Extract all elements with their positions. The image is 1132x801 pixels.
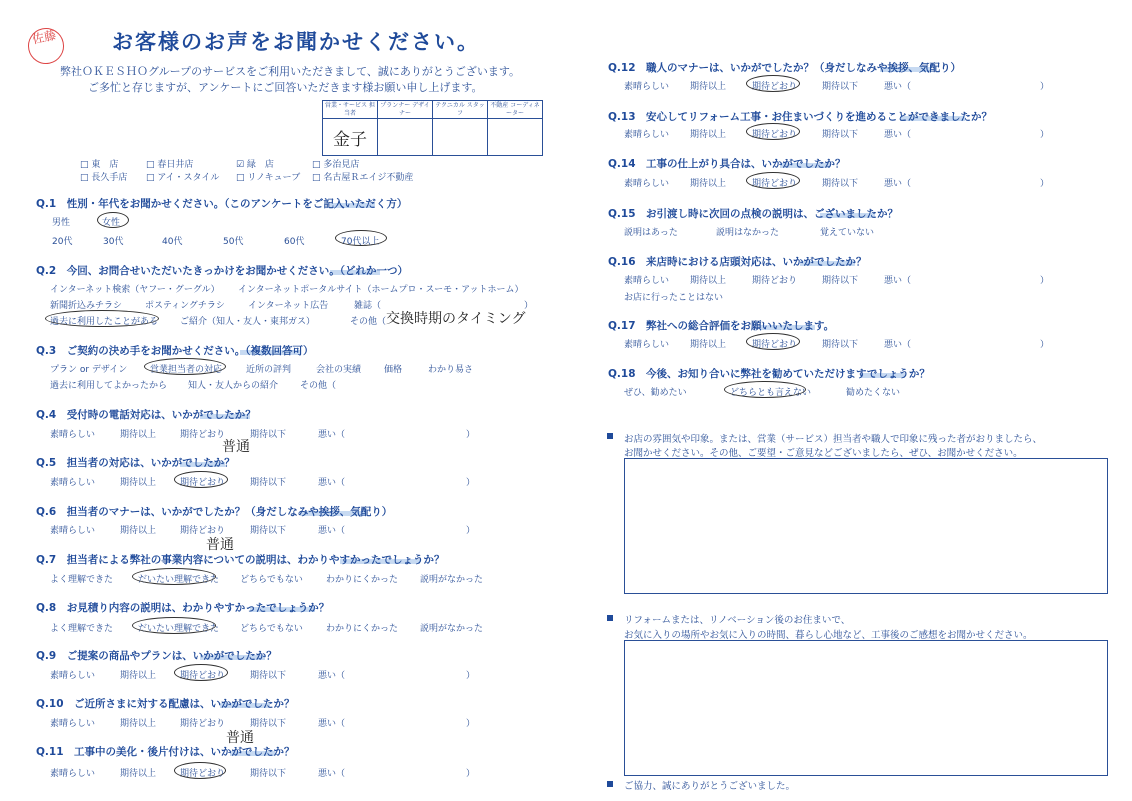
option[interactable]: よく理解できた [50, 624, 114, 634]
selection-circle [144, 358, 226, 375]
bracket: ） [466, 478, 476, 488]
option[interactable]: 期待以上 [120, 769, 157, 779]
selection-circle [132, 617, 216, 634]
question-1: Q.1 性別・年代をお聞かせください。（このアンケートをご記入いただく方） [36, 198, 408, 210]
option[interactable]: インターネットポータルサイト（ホームプロ・スーモ・アットホーム） [238, 285, 524, 295]
bracket: ） [1040, 82, 1050, 92]
option[interactable]: 期待以上 [690, 276, 727, 286]
option-selected[interactable]: 女性 [102, 218, 121, 228]
option[interactable]: 悪い（ [884, 276, 912, 286]
staff-table [322, 100, 543, 156]
option[interactable]: 期待以下 [822, 130, 859, 140]
option[interactable]: 素晴らしい [624, 179, 670, 189]
branch-checkbox[interactable]: □ リノキューブ [236, 173, 301, 183]
option[interactable]: よく理解できた [50, 575, 114, 585]
option[interactable]: 悪い（ [318, 671, 346, 681]
option[interactable]: 覚えていない [820, 228, 875, 238]
option[interactable]: 素晴らしい [624, 130, 670, 140]
selection-circle [724, 381, 806, 398]
option[interactable]: ポスティングチラシ [145, 301, 225, 311]
question-15: Q.15 お引渡し時に次回の点検の説明は、ございましたか？ [608, 208, 899, 220]
question-2: Q.2 今回、お問合せいただいたきっかけをお聞かせください。（どれか一つ） [36, 265, 408, 277]
branch-checkbox[interactable]: □ アイ・スタイル [146, 173, 220, 183]
option-selected[interactable]: どちらとも言えない [730, 388, 812, 398]
free-comment-prompt-2: お聞かせください。その他、ご要望・ご意見などございましたら、ぜひ、お聞かせください。 [624, 448, 1023, 459]
selection-circle [746, 123, 800, 140]
selection-circle [746, 333, 800, 350]
option-selected[interactable]: だいたい理解できた [138, 624, 220, 634]
option[interactable]: 期待以下 [250, 526, 287, 536]
option[interactable]: 期待以下 [250, 671, 287, 681]
branch-checkbox[interactable]: □ 東 店 [80, 160, 119, 170]
question-14: Q.14 工事の仕上がり具合は、いかがでしたか？ [608, 158, 846, 170]
option[interactable]: 期待以上 [690, 82, 727, 92]
selection-circle [45, 310, 159, 327]
bracket: ） [466, 430, 476, 440]
option-selected[interactable]: 期待どおり [180, 769, 226, 779]
option[interactable]: わかりにくかった [326, 624, 399, 634]
option-selected[interactable]: 期待どおり [180, 478, 226, 488]
option[interactable]: 期待以上 [690, 179, 727, 189]
page-title: お客様のお声をお聞かせください。 [112, 30, 480, 54]
option[interactable]: 期待以上 [120, 719, 157, 729]
question-18: Q.18 今後、お知り合いに弊社を勧めていただけますでしょうか？ [608, 368, 930, 380]
bracket: ） [466, 769, 476, 779]
option[interactable]: 素晴らしい [50, 671, 96, 681]
option[interactable]: 期待どおり [180, 719, 226, 729]
option[interactable]: 期待以上 [690, 340, 727, 350]
option[interactable]: どちらでもない [240, 575, 303, 585]
option[interactable]: お店に行ったことはない [624, 293, 724, 303]
option[interactable]: 悪い（ [318, 526, 346, 536]
option[interactable]: 悪い（ [318, 719, 346, 729]
question-17: Q.17 弊社への総合評価をお願いいたします。 [608, 320, 835, 332]
option[interactable]: 男性 [52, 218, 71, 228]
option-selected[interactable]: 営業担当者の対応 [150, 365, 223, 375]
option[interactable]: 説明はなかった [716, 228, 780, 238]
option[interactable]: 素晴らしい [50, 430, 96, 440]
handwritten-answer: 普通 [206, 537, 234, 553]
bullet-square-icon [607, 433, 613, 439]
option-other[interactable]: その他（ [350, 317, 387, 327]
question-6: Q.6 担当者のマナーは、いかがでしたか？（身だしなみや挨拶、気配り） [36, 506, 393, 518]
intro-line-1: 弊社ＯＫＥＳＨＯグループのサービスをご利用いただきまして、誠にありがとうございます。 [60, 65, 521, 78]
option[interactable]: 期待以下 [250, 430, 287, 440]
question-9: Q.9 ご提案の商品やプランは、いかがでしたか？ [36, 650, 277, 662]
question-7: Q.7 担当者による弊社の事業内容についての説明は、わかりやすかったでしょうか？ [36, 554, 445, 566]
option-selected[interactable]: 期待どおり [752, 82, 798, 92]
selection-circle [174, 471, 228, 488]
handwritten-answer: 交換時期のタイミング [386, 311, 526, 327]
option[interactable]: 60代 [284, 237, 305, 247]
bullet-square-icon [607, 615, 613, 621]
option[interactable]: 期待以上 [120, 430, 157, 440]
option[interactable]: 近所の評判 [246, 365, 292, 375]
footer-thanks: ご協力、誠にありがとうございました。 [624, 781, 796, 792]
staff-name-realestate[interactable] [488, 119, 543, 156]
selection-circle [174, 664, 228, 681]
option[interactable]: 期待どおり [752, 276, 798, 286]
question-16: Q.16 来店時における店頭対応は、いかがでしたか？ [608, 256, 867, 268]
selection-circle [132, 568, 216, 585]
option-selected[interactable]: だいたい理解できた [138, 575, 220, 585]
option[interactable]: 期待どおり [180, 526, 226, 536]
option[interactable]: 過去に利用してよかったから [50, 381, 168, 391]
staff-name-sales[interactable]: 金子 [323, 119, 378, 156]
option[interactable]: 期待以上 [120, 478, 157, 488]
option[interactable]: 価格 [384, 365, 403, 375]
option[interactable]: 素晴らしい [50, 526, 96, 536]
option-selected[interactable]: 期待どおり [752, 130, 798, 140]
staff-name-planner[interactable] [378, 119, 433, 156]
option[interactable]: 期待以下 [822, 179, 859, 189]
bullet-square-icon [607, 781, 613, 787]
name-seal-stamp: 佐藤 [25, 25, 68, 68]
option[interactable]: 期待以上 [690, 130, 727, 140]
bracket: ） [466, 719, 476, 729]
option[interactable]: 40代 [162, 237, 183, 247]
question-5: Q.5 担当者の対応は、いかがでしたか？ [36, 457, 235, 469]
handwritten-answer: 普通 [226, 730, 254, 746]
option[interactable]: ぜひ、勧めたい [624, 388, 687, 398]
intro-line-2: ご多忙と存じますが、アンケートにご回答いただきます様お願い申し上げます。 [88, 81, 483, 94]
bracket: ） [466, 671, 476, 681]
option[interactable]: インターネット検索（ヤフー・グーグル） [50, 285, 220, 295]
bracket: ） [1040, 276, 1050, 286]
option[interactable]: 勧めたくない [846, 388, 901, 398]
option[interactable]: わかり易さ [428, 365, 474, 375]
free-comment-box-1[interactable] [624, 458, 1108, 594]
staff-header: 不動産 コーディネーター [488, 101, 543, 119]
selection-circle [746, 75, 800, 92]
option[interactable]: 20代 [52, 237, 73, 247]
option[interactable]: 説明がなかった [420, 575, 484, 585]
bracket: ） [1040, 179, 1050, 189]
handwritten-answer: 普通 [222, 439, 250, 455]
branch-checkbox[interactable]: □ 長久手店 [80, 173, 128, 183]
option[interactable]: 会社の実績 [316, 365, 362, 375]
free-comment-prompt-4: お気に入りの場所やお気に入りの時間、暮らし心地など、工事後のご感想をお聞かせください。 [624, 630, 1033, 641]
option[interactable]: 30代 [103, 237, 124, 247]
option[interactable]: 説明がなかった [420, 624, 484, 634]
option-selected[interactable]: 期待どおり [752, 179, 798, 189]
option[interactable]: 悪い（ [318, 478, 346, 488]
branch-checkbox-checked[interactable]: ☑ 緑 店 [236, 160, 274, 170]
question-10: Q.10 ご近所さまに対する配慮は、いかがでしたか？ [36, 698, 295, 710]
option[interactable]: どちらでもない [240, 624, 303, 634]
question-11: Q.11 工事中の美化・後片付けは、いかがでしたか？ [36, 746, 295, 758]
option[interactable]: 期待以下 [250, 769, 287, 779]
branch-checkbox[interactable]: □ 多治見店 [312, 160, 360, 170]
option[interactable]: 期待以下 [250, 478, 287, 488]
option[interactable]: 期待どおり [180, 430, 226, 440]
option[interactable]: 期待以上 [120, 671, 157, 681]
option-selected[interactable]: 期待どおり [180, 671, 226, 681]
question-4: Q.4 受付時の電話対応は、いかがでしたか？ [36, 409, 256, 421]
option[interactable]: 知人・友人からの紹介 [188, 381, 279, 391]
option[interactable]: 素晴らしい [624, 340, 670, 350]
selection-circle [174, 762, 226, 779]
option[interactable]: 期待以下 [822, 340, 859, 350]
option[interactable]: 期待以下 [822, 276, 859, 286]
selection-circle [746, 172, 800, 189]
option[interactable]: インターネット広告 [248, 301, 329, 311]
bracket: ） [524, 301, 534, 311]
branch-checkbox[interactable]: □ 名古屋Ｒエイジ不動産 [312, 173, 414, 183]
option[interactable]: 期待以上 [120, 526, 157, 536]
bracket: ） [1040, 130, 1050, 140]
question-13: Q.13 安心してリフォーム工事・お住まいづくりを進めることができましたか？ [608, 111, 993, 123]
option[interactable]: プラン or デザイン [50, 365, 128, 375]
option-selected[interactable]: 期待どおり [752, 340, 798, 350]
staff-header: プランナー デザイナー [378, 101, 433, 119]
option[interactable]: 素晴らしい [50, 478, 96, 488]
option-selected[interactable]: 70代以上 [341, 237, 380, 247]
staff-header: テクニカル スタッフ [433, 101, 488, 119]
option[interactable]: 50代 [223, 237, 244, 247]
option[interactable]: 素晴らしい [624, 82, 670, 92]
free-comment-prompt-3: リフォームまたは、リノベーション後のお住まいで、 [624, 615, 851, 626]
free-comment-box-2[interactable] [624, 640, 1108, 776]
selection-circle [335, 230, 387, 246]
question-3: Q.3 ご契約の決め手をお聞かせください。（複数回答可） [36, 345, 314, 357]
option[interactable]: 悪い（ [884, 130, 912, 140]
option[interactable]: 悪い（ [884, 82, 912, 92]
option[interactable]: 新聞折込みチラシ [50, 301, 123, 311]
free-comment-prompt-1: お店の雰囲気や印象。または、営業（サービス）担当者や職人で印象に残った者がおりましたら、 [624, 434, 1043, 445]
option[interactable]: 素晴らしい [50, 769, 96, 779]
branch-checkbox[interactable]: □ 春日井店 [146, 160, 194, 170]
option[interactable]: 悪い（ [318, 769, 346, 779]
option[interactable]: 悪い（ [884, 179, 912, 189]
option[interactable]: わかりにくかった [326, 575, 399, 585]
option[interactable]: 悪い（ [318, 430, 346, 440]
option-selected[interactable]: 過去に利用したことがある [50, 317, 159, 327]
bracket: ） [1040, 340, 1050, 350]
option[interactable]: 素晴らしい [50, 719, 96, 729]
option[interactable]: 説明はあった [624, 228, 678, 238]
option[interactable]: 素晴らしい [624, 276, 670, 286]
selection-circle [97, 212, 129, 228]
staff-header: 営業・サービス 担当者 [323, 101, 378, 119]
option[interactable]: 雑誌（ [354, 301, 382, 311]
option[interactable]: 悪い（ [884, 340, 912, 350]
option-other[interactable]: その他（ [300, 381, 337, 391]
question-12: Q.12 職人のマナーは、いかがでしたか？（身だしなみや挨拶、気配り） [608, 62, 962, 74]
question-8: Q.8 お見積り内容の説明は、わかりやすかったでしょうか？ [36, 602, 330, 614]
bracket: ） [466, 526, 476, 536]
option[interactable]: 期待以下 [822, 82, 859, 92]
option[interactable]: 期待以下 [250, 719, 287, 729]
staff-name-technical[interactable] [433, 119, 488, 156]
option[interactable]: ご紹介（知人・友人・東邦ガス） [180, 317, 316, 327]
